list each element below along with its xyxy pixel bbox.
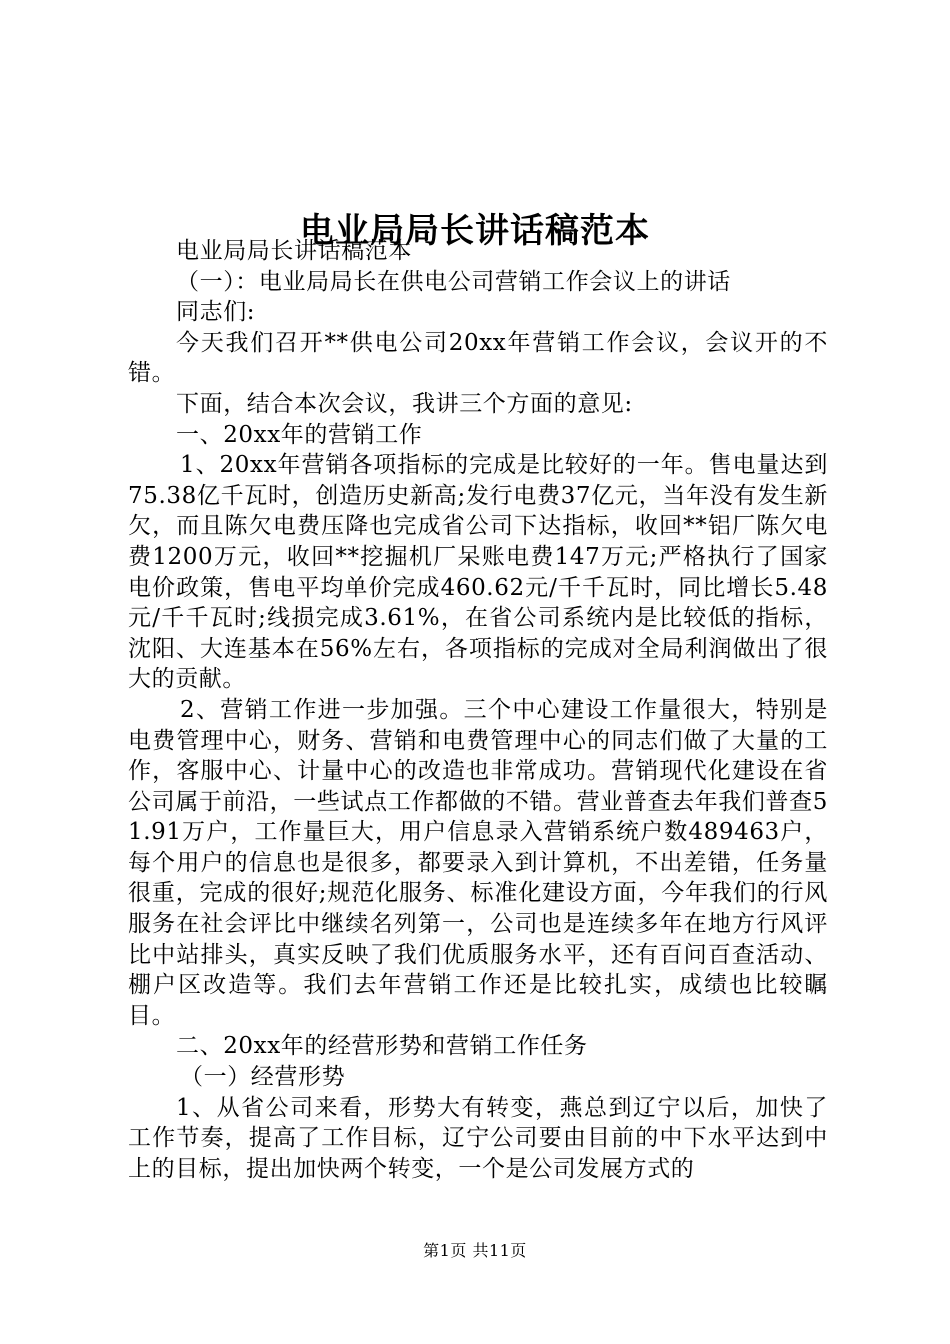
paragraph: （一）：电业局局长在供电公司营销工作会议上的讲话 [176, 268, 731, 295]
paragraph: 电业局局长讲话稿范本 [176, 238, 412, 264]
section-heading: 一、20xx年的营销工作 [176, 421, 423, 448]
paragraph: 1、20xx年营销各项指标的完成是比较好的一年。售电量达到75.38亿千瓦时，创造历史新高;发行电费37亿元，当年没有发生新欠，而且陈欠电费压降也完成省公司下达指标，收回**铝厂陈欠电费1200万元，收回**挖掘机厂呆账电费147万元;严格执行了国家电价政策，售电平均单价完成460.62元/千千瓦时，同比增长5.48元/千千瓦时;线损完成3.61%，在省公司系统内是比较低的指标，沈阳、大连基本在56%左右，各项指标的完成对全局利润做出了很大的贡献。 [128, 452, 828, 693]
page-footer: 第1页 共11页 [423, 1241, 527, 1260]
paragraph: 同志们: [176, 299, 256, 326]
paragraph: 下面，结合本次会议，我讲三个方面的意见: [176, 390, 633, 417]
section-heading: 二、20xx年的经营形势和营销工作任务 [176, 1033, 588, 1060]
subsection-heading: （一）经营形势 [180, 1064, 346, 1091]
document-body [128, 236, 828, 1184]
paragraph: 今天我们召开**供电公司20xx年营销工作会议，会议开的不错。 [128, 329, 828, 387]
document-title: 电业局局长讲话稿范本 [300, 210, 650, 251]
paragraph: 1、从省公司来看，形势大有转变，燕总到辽宁以后，加快了工作节奏，提高了工作目标，辽宁公司要由目前的中下水平达到中上的目标，提出加快两个转变，一个是公司发展方式的 [128, 1094, 828, 1182]
paragraph: 2、营销工作进一步加强。三个中心建设工作量很大，特别是电费管理中心，财务、营销和电费管理中心的同志们做了大量的工作，客服中心、计量中心的改造也非常成功。营销现代化建设在省公司属于前沿，一些试点工作都做的不错。营业普查去年我们普查51.91万户，工作量巨大，用户信息录入营销系统户数489463户，每个用户的信息也是很多，都要录入到计算机，不出差错，任务量很重，完成的很好;规范化服务、标准化建设方面，今年我们的行风服务在社会评比中继续名列第一，公司也是连续多年在地方行风评比中站排头，真实反映了我们优质服务水平，还有百问百查活动、棚户区改造等。我们去年营销工作还是比较扎实，成绩也比较瞩目。 [128, 696, 828, 1029]
